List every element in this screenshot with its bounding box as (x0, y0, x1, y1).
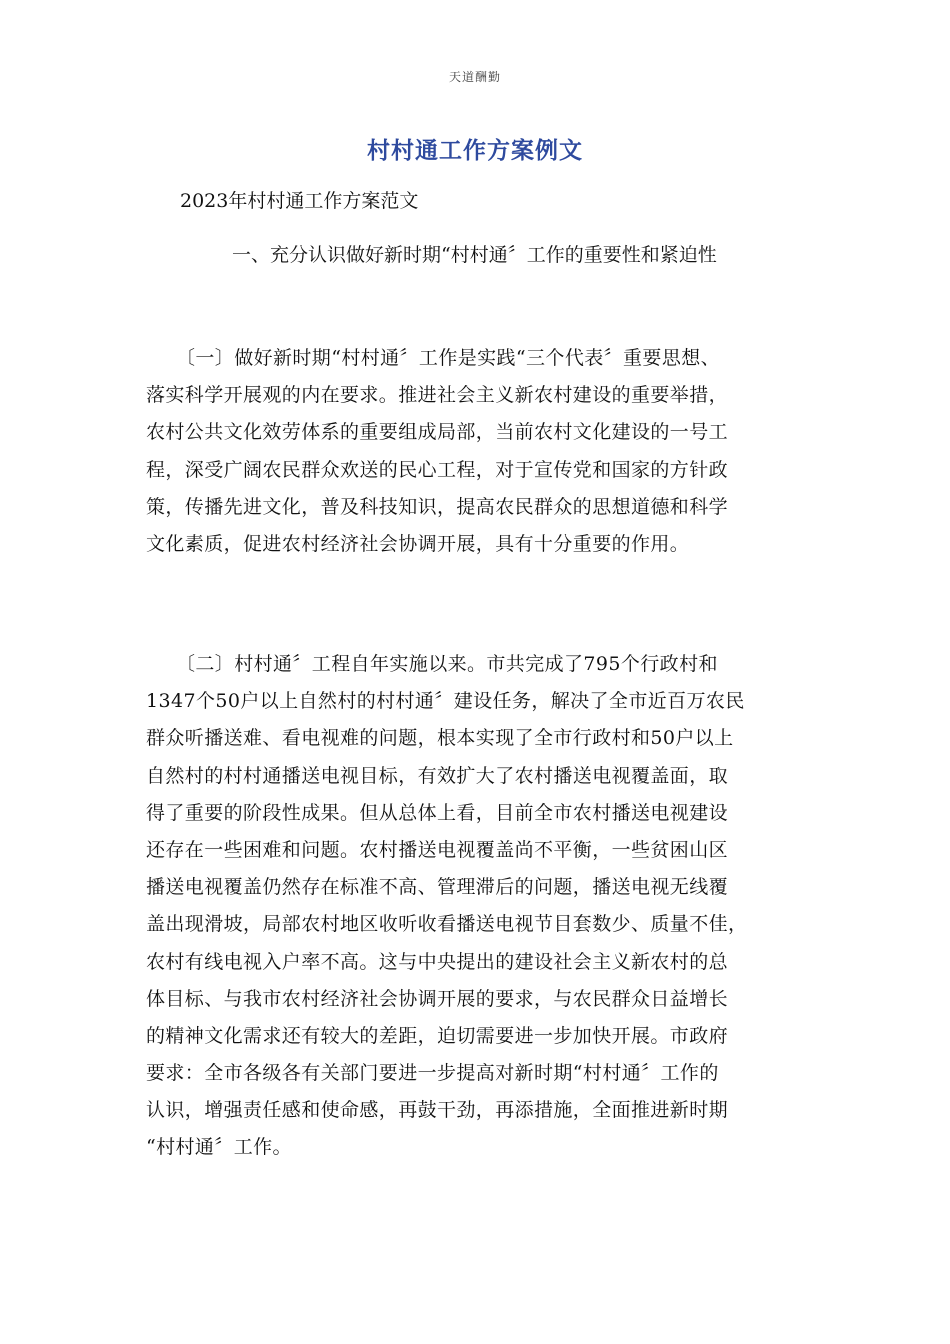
paragraph-line: 农村公共文化效劳体系的重要组成局部，当前农村文化建设的一号工 (146, 421, 729, 444)
paragraph-line: 〔二〕村村通〞工程自年实施以来。市共完成了795个行政村和 (176, 653, 718, 675)
paragraph-line: 文化素质，促进农村经济社会协调开展，具有十分重要的作用。 (146, 532, 690, 555)
document-title: 村村通工作方案例文 (367, 138, 583, 164)
paragraph-line: 策，传播先进文化，普及科技知识，提高农民群众的思想道德和科学 (146, 495, 729, 518)
paragraph-line: 认识，增强责任感和使命感，再鼓干劲，再添措施，全面推进新时期 (146, 1099, 729, 1122)
paragraph-line: 要求：全市各级各有关部门要进一步提高对新时期“村村通〞工作的 (146, 1062, 719, 1085)
section-heading: 一、充分认识做好新时期“村村通〞工作的重要性和紧迫性 (232, 244, 717, 266)
paragraph-line: 还存在一些困难和问题。农村播送电视覆盖尚不平衡，一些贫困山区 (146, 838, 729, 861)
paragraph-line: 农村有线电视入户率不高。这与中央提出的建设社会主义新农村的总 (146, 950, 729, 973)
paragraph-line: 的精神文化需求还有较大的差距，迫切需要进一步加快开展。市政府 (146, 1024, 729, 1047)
page-header-text: 天道酬勤 (448, 70, 501, 84)
paragraph-line: 1347个50户以上自然村的村村通〞建设任务，解决了全市近百万农民 (146, 690, 745, 713)
document-subtitle: 2023年村村通工作方案范文 (180, 190, 419, 212)
paragraph-line: “村村通〞工作。 (146, 1136, 292, 1159)
paragraph-line: 盖出现滑坡，局部农村地区收听收看播送电视节目套数少、质量不佳， (146, 913, 748, 936)
paragraph-line: 程，深受广阔农民群众欢送的民心工程，对于宣传党和国家的方针政 (146, 458, 729, 481)
paragraph-line: 播送电视覆盖仍然存在标准不高、管理滞后的问题，播送电视无线覆 (146, 876, 729, 899)
paragraph-line: 得了重要的阶段性成果。但从总体上看，目前全市农村播送电视建设 (146, 801, 729, 824)
paragraph-line: 群众听播送难、看电视难的问题，根本实现了全市行政村和50户以上 (146, 727, 734, 750)
paragraph-line: 自然村的村村通播送电视目标，有效扩大了农村播送电视覆盖面，取 (146, 764, 729, 787)
paragraph-1 (146, 340, 810, 563)
paragraph-line: 〔一〕做好新时期“村村通〞工作是实践“三个代表〞重要思想、 (176, 347, 721, 369)
paragraph-2 (146, 646, 810, 1167)
paragraph-line: 落实科学开展观的内在要求。推进社会主义新农村建设的重要举措， (146, 384, 729, 407)
paragraph-line: 体目标、与我市农村经济社会协调开展的要求，与农民群众日益增长 (146, 987, 729, 1010)
